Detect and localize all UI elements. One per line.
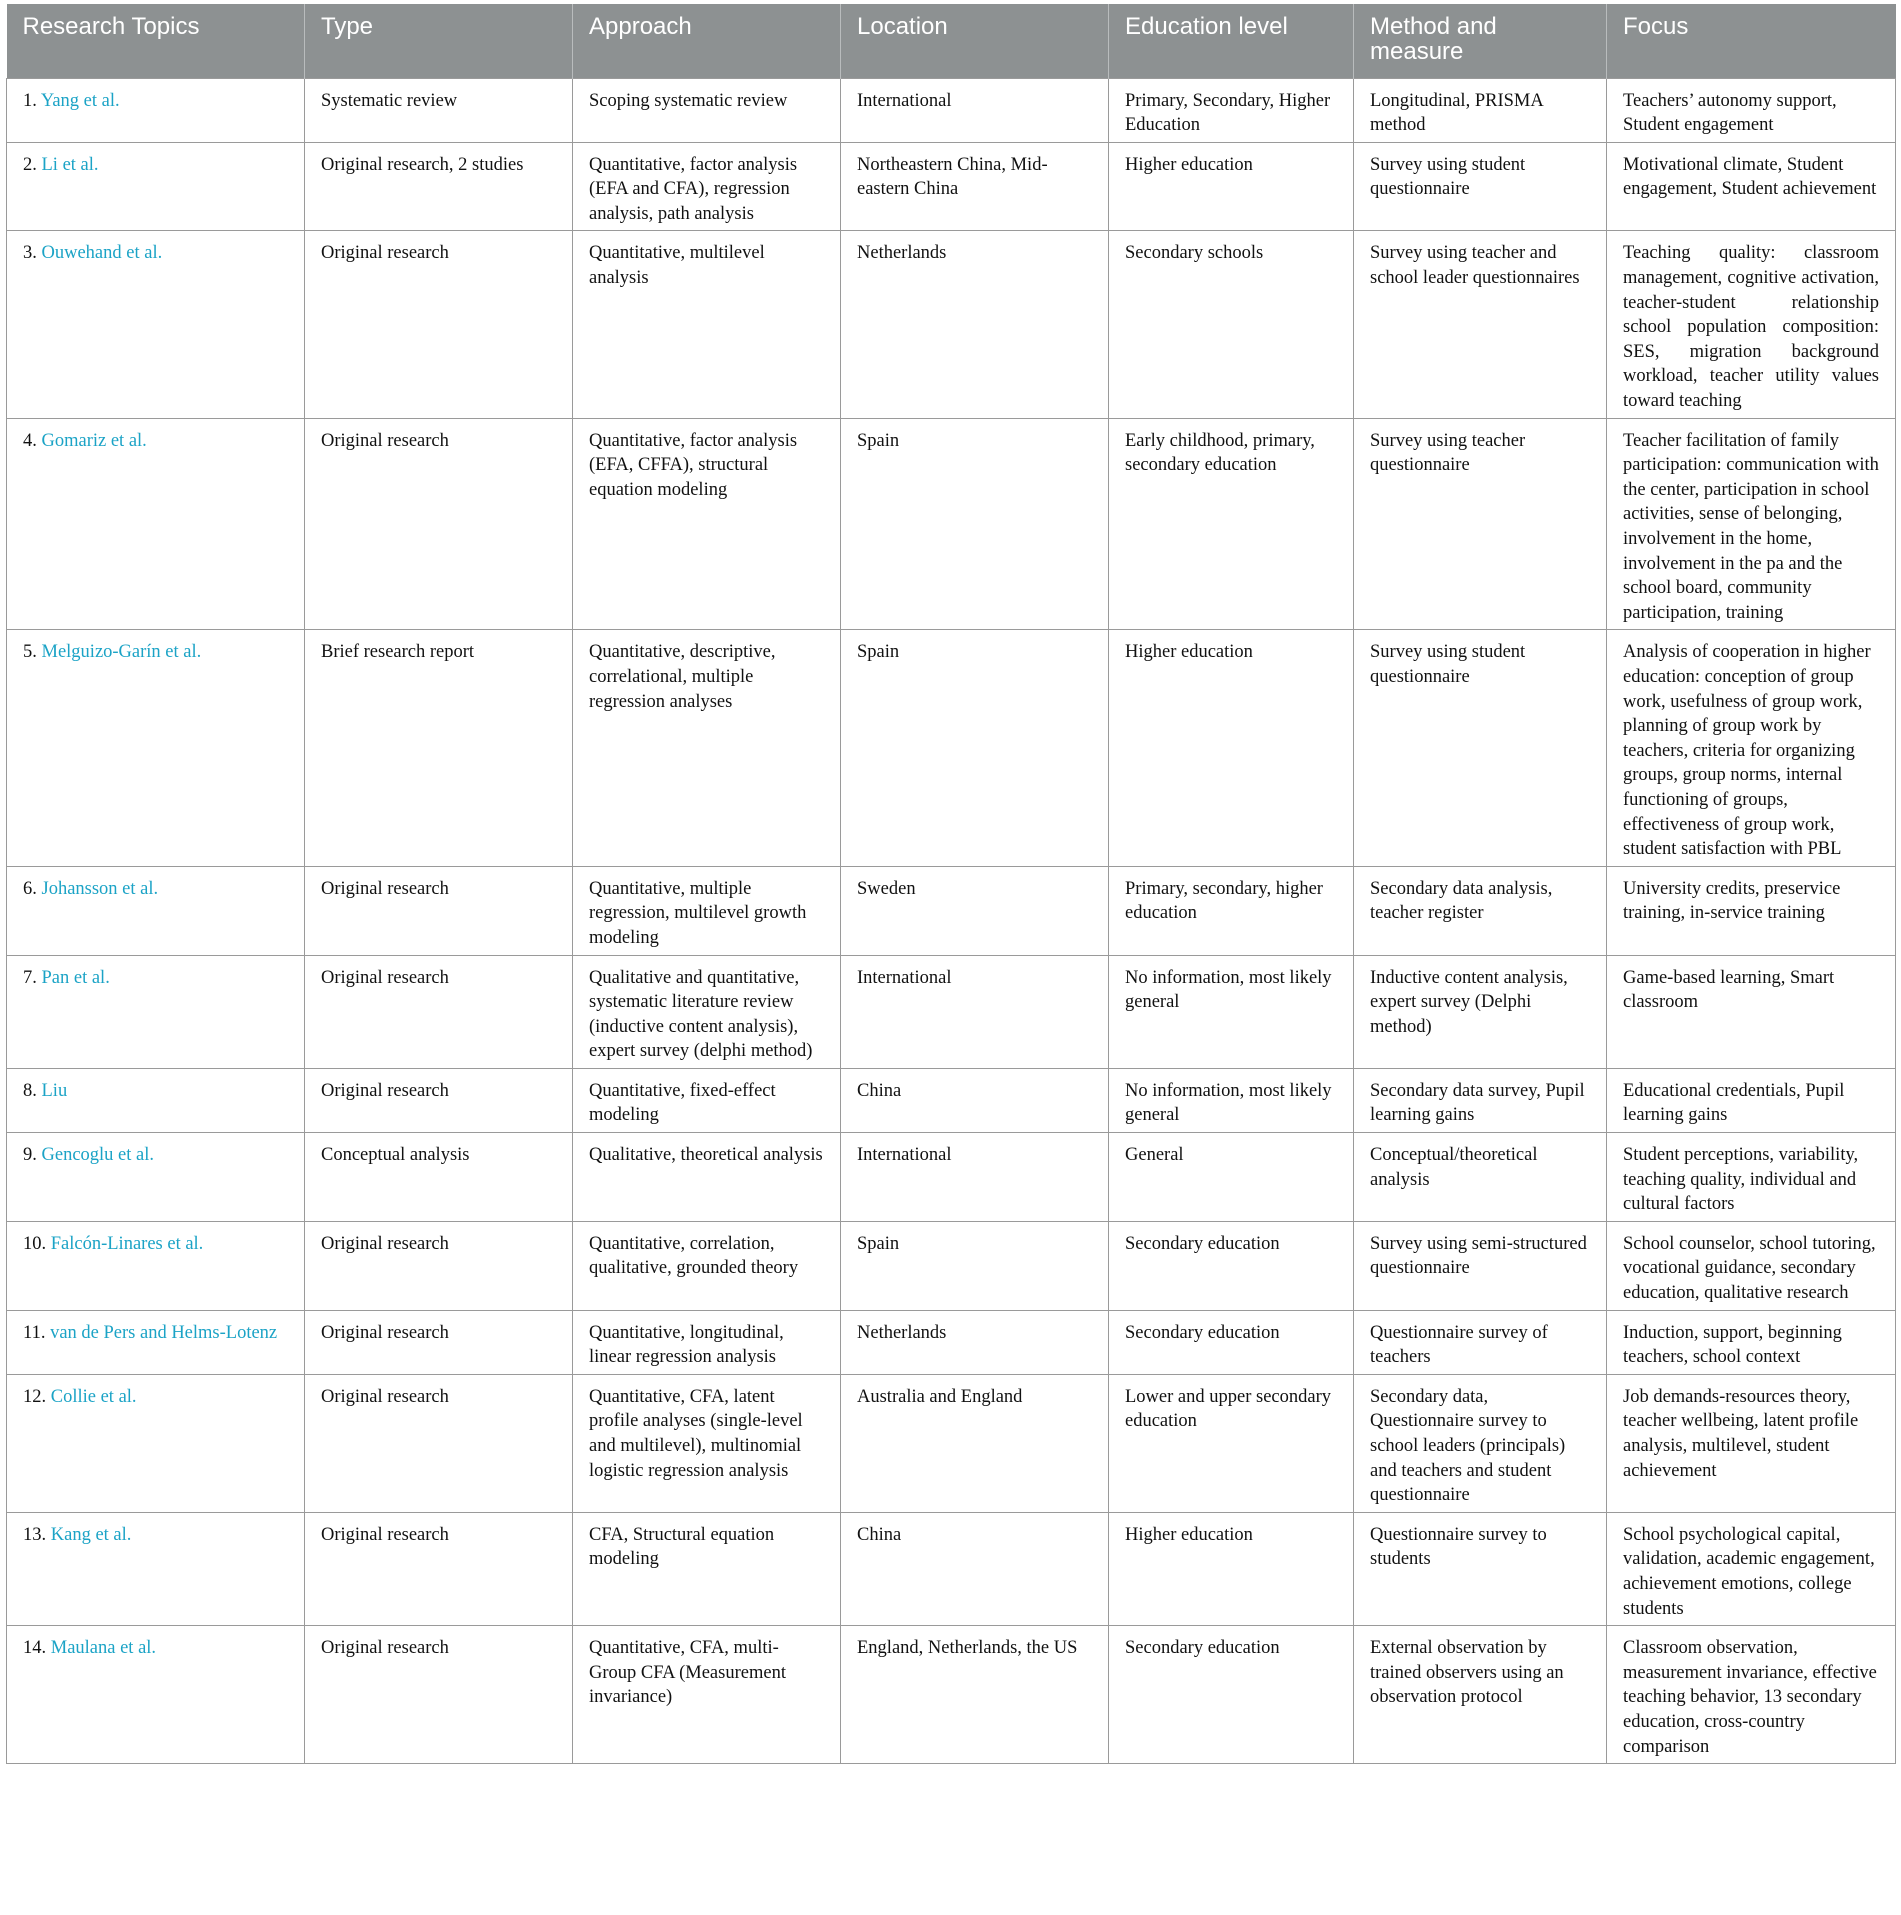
- author-link[interactable]: Liu: [41, 1080, 68, 1101]
- focus-cell: University credits, preservice training, in-service training: [1607, 866, 1896, 955]
- education-level-cell: Higher education: [1109, 1512, 1354, 1625]
- table-row: [7, 1626, 1896, 1764]
- type-cell: Original research: [305, 1068, 573, 1132]
- type-cell: Original research: [305, 1310, 573, 1374]
- education-level-cell: No information, most likely general: [1109, 1068, 1354, 1132]
- focus-cell: Game-based learning, Smart classroom: [1607, 955, 1896, 1068]
- table-row: [7, 78, 1896, 142]
- author-link[interactable]: Ouwehand et al.: [41, 243, 163, 264]
- approach-cell: Quantitative, CFA, latent profile analyses (single-level and multilevel), multinomial logistic regression analysis: [573, 1374, 841, 1512]
- method-cell: Survey using student questionnaire: [1354, 630, 1607, 866]
- education-level-cell: General: [1109, 1133, 1354, 1222]
- location-cell: International: [841, 78, 1109, 142]
- location-cell: International: [841, 1133, 1109, 1222]
- table-row: [7, 1374, 1896, 1512]
- type-cell: Original research, 2 studies: [305, 142, 573, 231]
- education-level-cell: Higher education: [1109, 142, 1354, 231]
- research-topic-cell: [7, 630, 305, 866]
- research-topic-cell: [7, 1374, 305, 1512]
- header-location: Location: [841, 4, 1109, 78]
- method-cell: Secondary data, Questionnaire survey to school leaders (principals) and teachers and student questionnaire: [1354, 1374, 1607, 1512]
- approach-cell: Quantitative, longitudinal, linear regression analysis: [573, 1310, 841, 1374]
- type-cell: Conceptual analysis: [305, 1133, 573, 1222]
- research-topic-cell: [7, 955, 305, 1068]
- approach-cell: Quantitative, fixed-effect modeling: [573, 1068, 841, 1132]
- location-cell: England, Netherlands, the US: [841, 1626, 1109, 1764]
- type-cell: Original research: [305, 955, 573, 1068]
- row-number: 13.: [23, 1524, 47, 1545]
- table-row: [7, 1221, 1896, 1310]
- method-cell: Survey using teacher and school leader questionnaires: [1354, 231, 1607, 418]
- row-number: 6.: [23, 878, 37, 899]
- header-method-and-measure: Method and measure: [1354, 4, 1607, 78]
- author-link[interactable]: Gomariz et al.: [41, 430, 147, 451]
- header-focus: Focus: [1607, 4, 1896, 78]
- location-cell: Spain: [841, 418, 1109, 630]
- education-level-cell: Secondary education: [1109, 1221, 1354, 1310]
- table-row: [7, 1310, 1896, 1374]
- research-topic-cell: [7, 418, 305, 630]
- row-number: 7.: [23, 967, 37, 988]
- table-row: [7, 418, 1896, 630]
- education-level-cell: Secondary education: [1109, 1626, 1354, 1764]
- method-cell: Survey using semi-structured questionnaire: [1354, 1221, 1607, 1310]
- approach-cell: Quantitative, factor analysis (EFA, CFFA), structural equation modeling: [573, 418, 841, 630]
- education-level-cell: Early childhood, primary, secondary education: [1109, 418, 1354, 630]
- type-cell: Original research: [305, 1626, 573, 1764]
- location-cell: Sweden: [841, 866, 1109, 955]
- focus-cell: Teachers’ autonomy support, Student engagement: [1607, 78, 1896, 142]
- table-row: [7, 142, 1896, 231]
- header-approach: Approach: [573, 4, 841, 78]
- row-number: 12.: [23, 1386, 47, 1407]
- education-level-cell: Primary, secondary, higher education: [1109, 866, 1354, 955]
- table-row: [7, 231, 1896, 418]
- author-link[interactable]: Collie et al.: [50, 1386, 137, 1407]
- location-cell: China: [841, 1512, 1109, 1625]
- author-link[interactable]: Gencoglu et al.: [41, 1145, 154, 1166]
- type-cell: Original research: [305, 1221, 573, 1310]
- method-cell: Survey using student questionnaire: [1354, 142, 1607, 231]
- education-level-cell: Lower and upper secondary education: [1109, 1374, 1354, 1512]
- research-topic-cell: [7, 1512, 305, 1625]
- table-row: [7, 1133, 1896, 1222]
- focus-cell: Teaching quality: classroom management, cognitive activation, teacher-student relationship school population composition: SES, migration background workload, teacher utility values toward teaching: [1607, 231, 1896, 418]
- method-cell: Inductive content analysis, expert survey (Delphi method): [1354, 955, 1607, 1068]
- location-cell: Spain: [841, 1221, 1109, 1310]
- research-topic-cell: [7, 1068, 305, 1132]
- table-row: [7, 1512, 1896, 1625]
- header-type: Type: [305, 4, 573, 78]
- table-row: [7, 955, 1896, 1068]
- author-link[interactable]: Falcón-Linares et al.: [50, 1233, 204, 1254]
- table-body: [7, 78, 1896, 1764]
- focus-cell: Educational credentials, Pupil learning gains: [1607, 1068, 1896, 1132]
- row-number: 10.: [23, 1233, 47, 1254]
- header-research-topics: Research Topics: [7, 4, 305, 78]
- table-row: [7, 1068, 1896, 1132]
- focus-cell: School psychological capital, validation, academic engagement, achievement emotions, college students: [1607, 1512, 1896, 1625]
- location-cell: Netherlands: [841, 1310, 1109, 1374]
- approach-cell: Quantitative, correlation, qualitative, grounded theory: [573, 1221, 841, 1310]
- row-number: 5.: [23, 642, 37, 663]
- type-cell: Original research: [305, 1512, 573, 1625]
- author-link[interactable]: Li et al.: [41, 154, 99, 175]
- method-cell: Questionnaire survey to students: [1354, 1512, 1607, 1625]
- research-topic-cell: [7, 231, 305, 418]
- research-topic-cell: [7, 1310, 305, 1374]
- research-topic-cell: [7, 142, 305, 231]
- row-number: 3.: [23, 243, 37, 264]
- header-row: [7, 4, 1896, 78]
- approach-cell: Qualitative, theoretical analysis: [573, 1133, 841, 1222]
- focus-cell: Classroom observation, measurement invariance, effective teaching behavior, 13 secondary education, cross-country comparison: [1607, 1626, 1896, 1764]
- method-cell: Secondary data survey, Pupil learning gains: [1354, 1068, 1607, 1132]
- approach-cell: Scoping systematic review: [573, 78, 841, 142]
- approach-cell: Quantitative, factor analysis (EFA and CFA), regression analysis, path analysis: [573, 142, 841, 231]
- method-cell: External observation by trained observers using an observation protocol: [1354, 1626, 1607, 1764]
- type-cell: Original research: [305, 418, 573, 630]
- focus-cell: Induction, support, beginning teachers, school context: [1607, 1310, 1896, 1374]
- row-number: 8.: [23, 1080, 37, 1101]
- method-cell: Conceptual/theoretical analysis: [1354, 1133, 1607, 1222]
- location-cell: International: [841, 955, 1109, 1068]
- table-row: [7, 866, 1896, 955]
- location-cell: Australia and England: [841, 1374, 1109, 1512]
- approach-cell: Qualitative and quantitative, systematic literature review (inductive content analysis), expert survey (delphi method): [573, 955, 841, 1068]
- author-link[interactable]: van de Pers and Helms-Lotenz: [50, 1322, 278, 1343]
- method-cell: Secondary data analysis, teacher register: [1354, 866, 1607, 955]
- education-level-cell: Secondary education: [1109, 1310, 1354, 1374]
- row-number: 11.: [23, 1322, 46, 1343]
- focus-cell: Analysis of cooperation in higher education: conception of group work, usefulness of group work, planning of group work by teachers, criteria for organizing groups, group norms, internal functioning of groups, effectiveness of group work, student satisfaction with PBL: [1607, 630, 1896, 866]
- research-topic-cell: [7, 1133, 305, 1222]
- author-link[interactable]: Kang et al.: [50, 1524, 132, 1545]
- type-cell: Original research: [305, 866, 573, 955]
- type-cell: Brief research report: [305, 630, 573, 866]
- research-topic-cell: [7, 866, 305, 955]
- research-topic-cell: [7, 78, 305, 142]
- education-level-cell: Higher education: [1109, 630, 1354, 866]
- author-link[interactable]: Yang et al.: [40, 90, 120, 111]
- approach-cell: Quantitative, CFA, multi-Group CFA (Measurement invariance): [573, 1626, 841, 1764]
- type-cell: Systematic review: [305, 78, 573, 142]
- location-cell: China: [841, 1068, 1109, 1132]
- header-education-level: Education level: [1109, 4, 1354, 78]
- author-link[interactable]: Johansson et al.: [41, 878, 159, 899]
- row-number: 4.: [23, 430, 37, 451]
- author-link[interactable]: Pan et al.: [41, 967, 110, 988]
- row-number: 14.: [23, 1638, 47, 1659]
- location-cell: Spain: [841, 630, 1109, 866]
- education-level-cell: No information, most likely general: [1109, 955, 1354, 1068]
- research-topic-cell: [7, 1626, 305, 1764]
- location-cell: Northeastern China, Mid-eastern China: [841, 142, 1109, 231]
- row-number: 9.: [23, 1145, 37, 1166]
- method-cell: Survey using teacher questionnaire: [1354, 418, 1607, 630]
- focus-cell: School counselor, school tutoring, vocational guidance, secondary education, qualitative research: [1607, 1221, 1896, 1310]
- approach-cell: Quantitative, multiple regression, multilevel growth modeling: [573, 866, 841, 955]
- research-topic-cell: [7, 1221, 305, 1310]
- focus-cell: Job demands-resources theory, teacher wellbeing, latent profile analysis, multilevel, student achievement: [1607, 1374, 1896, 1512]
- education-level-cell: Secondary schools: [1109, 231, 1354, 418]
- type-cell: Original research: [305, 231, 573, 418]
- focus-cell: Motivational climate, Student engagement, Student achievement: [1607, 142, 1896, 231]
- table-container: [6, 4, 1895, 1764]
- author-link[interactable]: Melguizo-Garín et al.: [41, 642, 202, 663]
- author-link[interactable]: Maulana et al.: [50, 1638, 157, 1659]
- table-header: [7, 4, 1896, 78]
- method-cell: Questionnaire survey of teachers: [1354, 1310, 1607, 1374]
- approach-cell: CFA, Structural equation modeling: [573, 1512, 841, 1625]
- table-row: [7, 630, 1896, 866]
- type-cell: Original research: [305, 1374, 573, 1512]
- education-level-cell: Primary, Secondary, Higher Education: [1109, 78, 1354, 142]
- row-number: 1.: [23, 90, 37, 111]
- method-cell: Longitudinal, PRISMA method: [1354, 78, 1607, 142]
- research-topics-table: [6, 4, 1896, 1764]
- focus-cell: Teacher facilitation of family participation: communication with the center, participation in school activities, sense of belonging, involvement in the home, involvement in the pa and the school board, community participation, training: [1607, 418, 1896, 630]
- approach-cell: Quantitative, multilevel analysis: [573, 231, 841, 418]
- approach-cell: Quantitative, descriptive, correlational, multiple regression analyses: [573, 630, 841, 866]
- row-number: 2.: [23, 154, 37, 175]
- focus-cell: Student perceptions, variability, teaching quality, individual and cultural factors: [1607, 1133, 1896, 1222]
- location-cell: Netherlands: [841, 231, 1109, 418]
